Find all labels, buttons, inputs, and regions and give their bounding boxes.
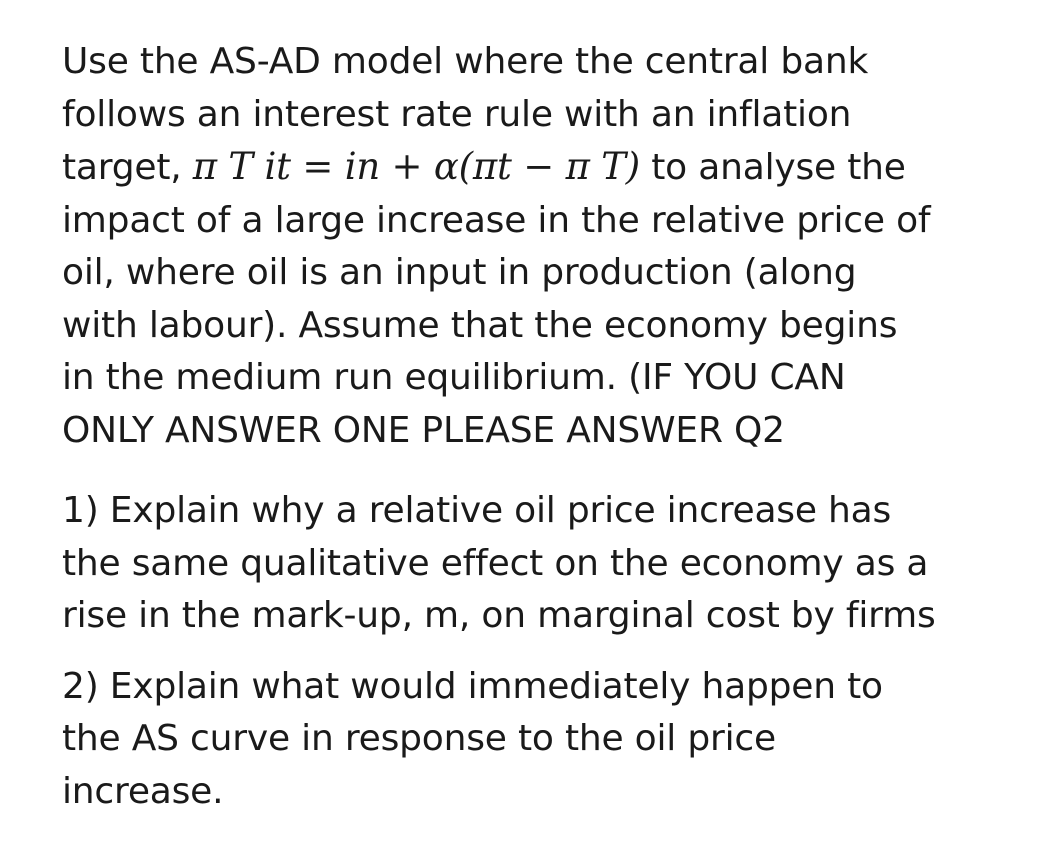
question-document	[62, 36, 1022, 818]
main-question	[62, 36, 1022, 457]
text-line: 1) Explain why a relative oil price increase has	[62, 490, 892, 531]
text-fragment: to analyse the	[640, 147, 906, 188]
text-line: rise in the mark-up, m, on marginal cost by firms	[62, 595, 936, 636]
text-line: 2) Explain what would immediately happen to	[62, 665, 883, 707]
equation-line	[62, 141, 1022, 195]
text-fragment: target,	[62, 147, 193, 188]
text-line: in the medium run equilibrium. (IF YOU CAN	[62, 357, 846, 398]
text-line: Use the AS-AD model where the central bank	[62, 41, 869, 82]
sub-question-1	[62, 485, 1022, 643]
sub-question-2	[62, 661, 1022, 819]
taylor-rule-equation: π T it = in + α(πt − π T)	[192, 145, 641, 188]
text-line: with labour). Assume that the economy begins	[62, 304, 898, 346]
text-line: oil, where oil is an input in production (along	[62, 252, 857, 293]
text-line: follows an interest rate rule with an inflation	[62, 93, 852, 135]
text-line: ONLY ANSWER ONE PLEASE ANSWER Q2	[62, 409, 785, 451]
text-line: increase.	[62, 770, 224, 812]
text-line: impact of a large increase in the relative price of	[62, 199, 931, 241]
text-line: the AS curve in response to the oil price	[62, 718, 776, 759]
text-line: the same qualitative effect on the economy as a	[62, 542, 929, 584]
